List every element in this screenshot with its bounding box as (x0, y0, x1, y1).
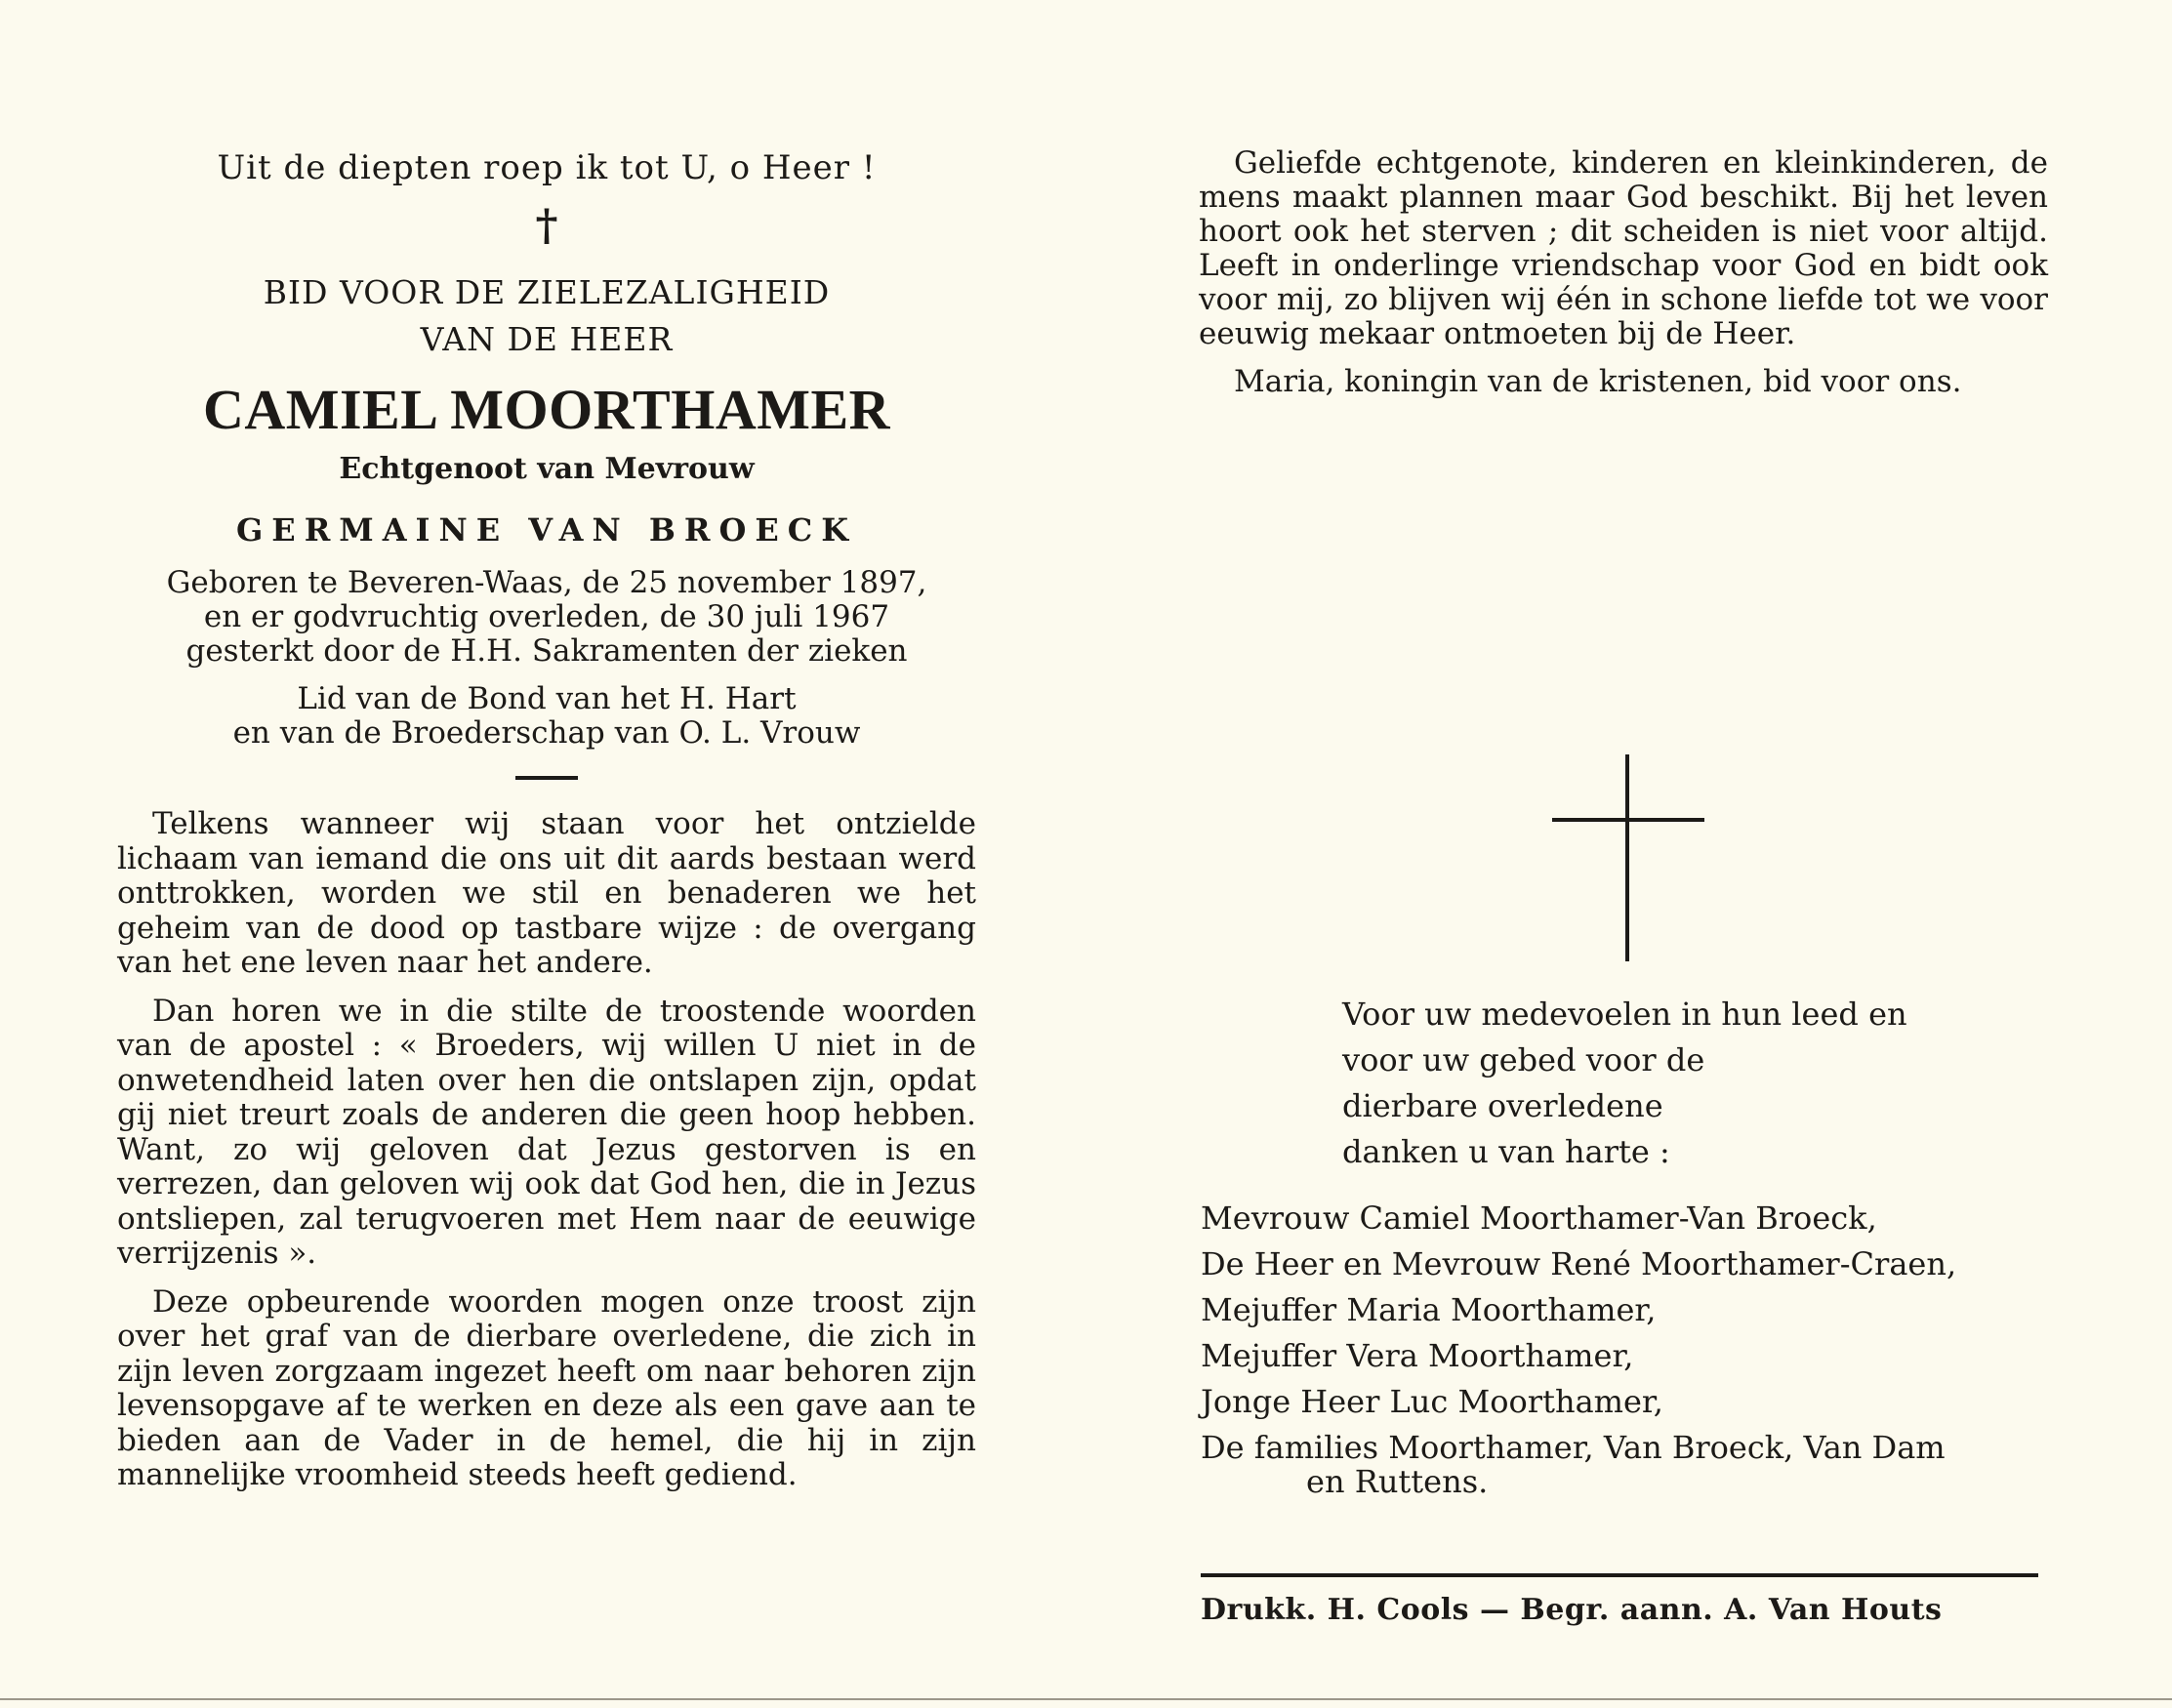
family-member: en Ruttens. (1306, 1463, 1489, 1500)
cross-vertical (1625, 754, 1629, 961)
right-panel (1199, 146, 2048, 413)
invocation: Uit de diepten roep ik tot U, o Heer ! (217, 148, 877, 187)
prayer-heading (117, 269, 976, 363)
thanks-line: voor uw gebed voor de (1342, 1041, 1705, 1078)
info-line: Lid van de Bond van het H. Hart (297, 681, 797, 716)
info-line: en van de Broederschap van O. L. Vrouw (232, 715, 861, 751)
info-line: gesterkt door de H.H. Sakramenten der zieken (185, 633, 908, 669)
printer-credit: Drukk. H. Cools — Begr. aann. A. Van Houts (1201, 1593, 1943, 1627)
family-list (1201, 1196, 2060, 1505)
deceased-name: CAMIEL MOORTHAMER (202, 378, 891, 441)
spouse-name: GERMAINE VAN BROECK (235, 511, 858, 549)
cross-horizontal (1552, 818, 1704, 822)
family-member: De Heer en Mevrouw René Moorthamer-Craen, (1201, 1245, 1957, 1282)
paragraph: Deze opbeurende woorden mogen onze troost zijn over het graf van de dierbare overledene, die zich in zijn leven zorgzaam ingezet heeft om naar behoren zijn levensopgave af te werken en deze als een gave aan te bieden aan de Vader in de hemel, die hij in zijn mannelijke vroomheid steeds heeft gediend. (117, 1283, 976, 1492)
divider (1201, 1573, 2038, 1577)
info-line: Geboren te Beveren-Waas, de 25 november 1897, (166, 565, 927, 600)
prayer-line-2: VAN DE HEER (420, 320, 674, 358)
paragraph: Geliefde echtgenote, kinderen en kleinkinderen, de mens maakt plannen maar God beschikt. Bij het leven hoort ook het sterven ; dit scheiden is niet voor altijd. Leeft in onderlinge vriendschap voor God en bidt ook voor mij, zo blijven wij één in schone liefde tot we voor eeuwig mekaar ontmoeten bij de Heer. (1199, 145, 2048, 351)
left-panel (117, 146, 976, 1507)
birth-death-info (117, 566, 976, 669)
info-line: en er godvruchtig overleden, de 30 juli 1967 (203, 599, 890, 634)
paragraph: Maria, koningin van de kristenen, bid voor ons. (1234, 364, 1962, 399)
separator (515, 776, 578, 780)
family-member: Jonge Heer Luc Moorthamer, (1201, 1383, 1663, 1420)
thanks-line: Voor uw medevoelen in hun leed en (1342, 996, 1907, 1033)
paragraph: Dan horen we in die stilte de troostende woorden van de apostel : « Broeders, wij willen U niet in de onwetendheid laten over hen die ontslapen zijn, opdat gij niet treurt zoals de anderen die geen hoop hebben. Want, zo wij geloven dat Jezus gestorven is en verrezen, dan geloven wij ook dat God hen, die in Jezus ontsliepen, zal terugvoeren met Hem naar de eeuwige verrijzenis ». (117, 993, 976, 1271)
family-member: Mejuffer Maria Moorthamer, (1201, 1291, 1657, 1328)
family-member: Mejuffer Vera Moorthamer, (1201, 1337, 1634, 1374)
paragraph: Telkens wanneer wij staan voor het ontzielde lichaam van iemand die ons uit dit aards bestaan werd onttrokken, worden we stil en benaderen we het geheim van de dood op tastbare wijze : de overgang van het ene leven naar het andere. (117, 806, 976, 980)
cross-icon (1552, 754, 1704, 961)
prayer-line-1: BID VOOR DE ZIELEZALIGHEID (263, 273, 831, 311)
family-member: Mevrouw Camiel Moorthamer-Van Broeck, (1201, 1200, 1877, 1237)
cross-icon: † (535, 201, 558, 251)
spouse-of-label: Echtgenoot van Mevrouw (339, 452, 755, 486)
card-fold-edge (0, 1698, 2172, 1700)
thanks-line: dierbare overledene (1342, 1087, 1663, 1124)
thanks-text (1342, 992, 2055, 1175)
thanks-line: danken u van harte : (1342, 1133, 1670, 1170)
membership-info (117, 682, 976, 751)
family-member: De families Moorthamer, Van Broeck, Van Dam (1201, 1429, 1946, 1466)
